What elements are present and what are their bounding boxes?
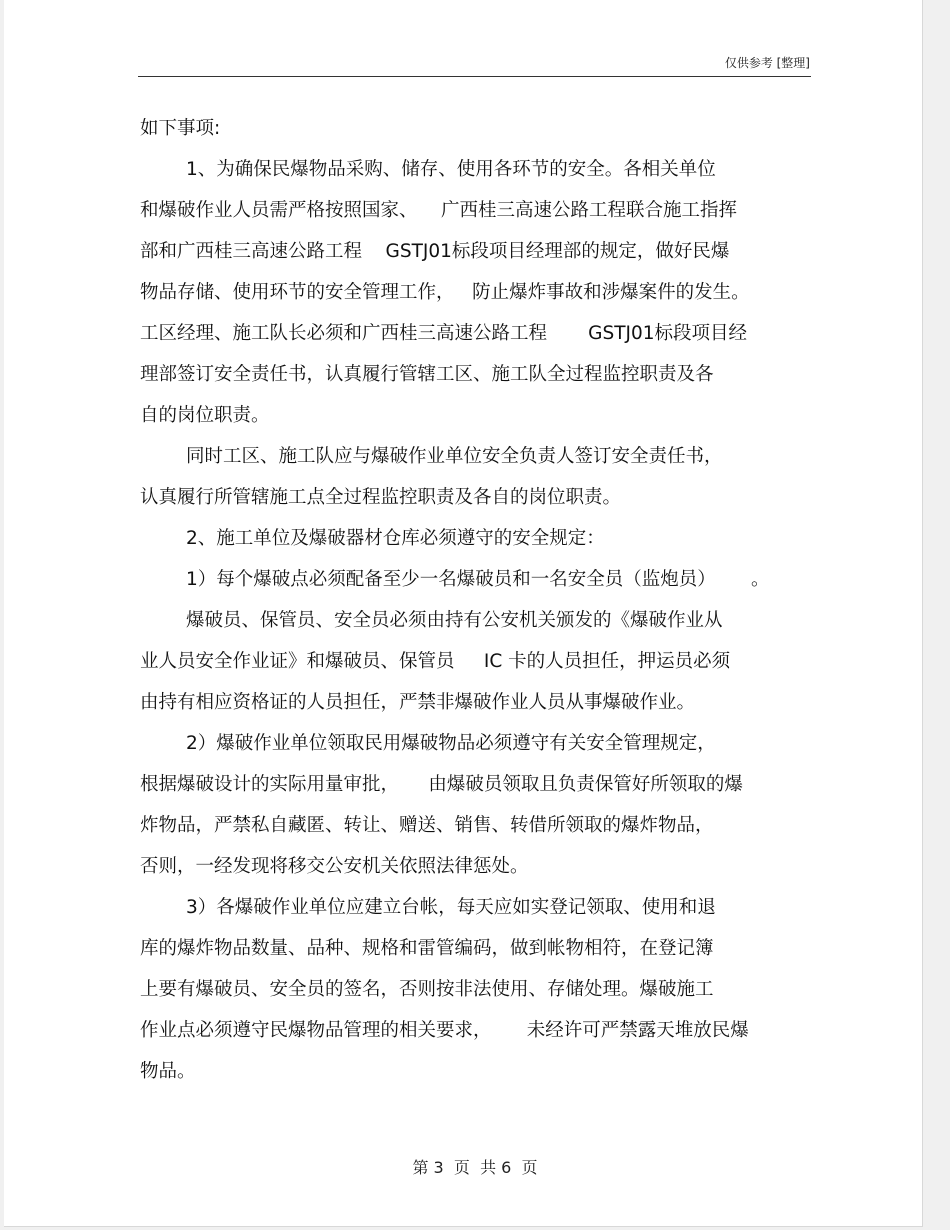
body-line: 物品存储、使用环节的安全管理工作， 防止爆炸事故和涉爆案件的发生。 [140,282,750,303]
body-line: 根据爆破设计的实际用量审批， 由爆破员领取且负责保管好所领取的爆 [140,774,743,795]
body-line: 由持有相应资格证的人员担任，严禁非爆破作业人员从事爆破作业。 [140,692,696,713]
header-note: 仅供参考 [整理] [724,56,810,70]
body-line: 2）爆破作业单位领取民用爆破物品必须遵守有关安全管理规定， [186,733,716,754]
document-body [140,113,812,1087]
body-line: 同时工区、施工队应与爆破作业单位安全负责人签订安全责任书， [186,446,723,467]
body-line: 爆破员、保管员、安全员必须由持有公安机关颁发的《爆破作业从 [186,610,723,631]
body-line: 如下事项: [140,118,221,139]
header-divider [138,76,811,77]
body-line: 理部签订安全责任书，认真履行管辖工区、施工队全过程监控职责及各 [140,364,714,385]
body-line: 和爆破作业人员需严格按照国家、 广西桂三高速公路工程联合施工指挥 [140,200,738,221]
body-line: 3）各爆破作业单位应建立台帐，每天应如实登记领取、使用和退 [186,897,716,918]
body-line: 作业点必须遵守民爆物品管理的相关要求， 未经许可严禁露天堆放民爆 [140,1020,749,1041]
body-line: 上要有爆破员、安全员的签名，否则按非法使用、存储处理。爆破施工 [140,979,714,1000]
body-line: 炸物品，严禁私自藏匿、转让、赠送、销售、转借所领取的爆炸物品， [140,815,714,836]
body-line: 库的爆炸物品数量、品种、规格和雷管编码，做到帐物相符，在登记簿 [140,938,714,959]
body-line: 1）每个爆破点必须配备至少一名爆破员和一名安全员（监炮员） 。 [186,569,770,590]
page-number-footer: 第 3 页 共 6 页 [412,1158,538,1177]
body-line: 业人员安全作业证》和爆破员、保管员 IC 卡的人员担任，押运员必须 [140,651,731,672]
body-line: 部和广西桂三高速公路工程 GSTJ01标段项目经理部的规定，做好民爆 [140,241,730,262]
body-line: 认真履行所管辖施工点全过程监控职责及各自的岗位职责。 [140,487,622,508]
body-line: 物品。 [140,1061,196,1082]
document-page [4,0,923,1227]
body-line: 否则，一经发现将移交公安机关依照法律惩处。 [140,856,529,877]
body-line: 1、为确保民爆物品采购、储存、使用各环节的安全。各相关单位 [186,159,716,180]
body-line: 2、施工单位及爆破器材仓库必须遵守的安全规定： [186,528,605,549]
body-line: 自的岗位职责。 [140,405,270,426]
body-line: 工区经理、施工队长必须和广西桂三高速公路工程 GSTJ01标段项目经 [140,323,748,344]
